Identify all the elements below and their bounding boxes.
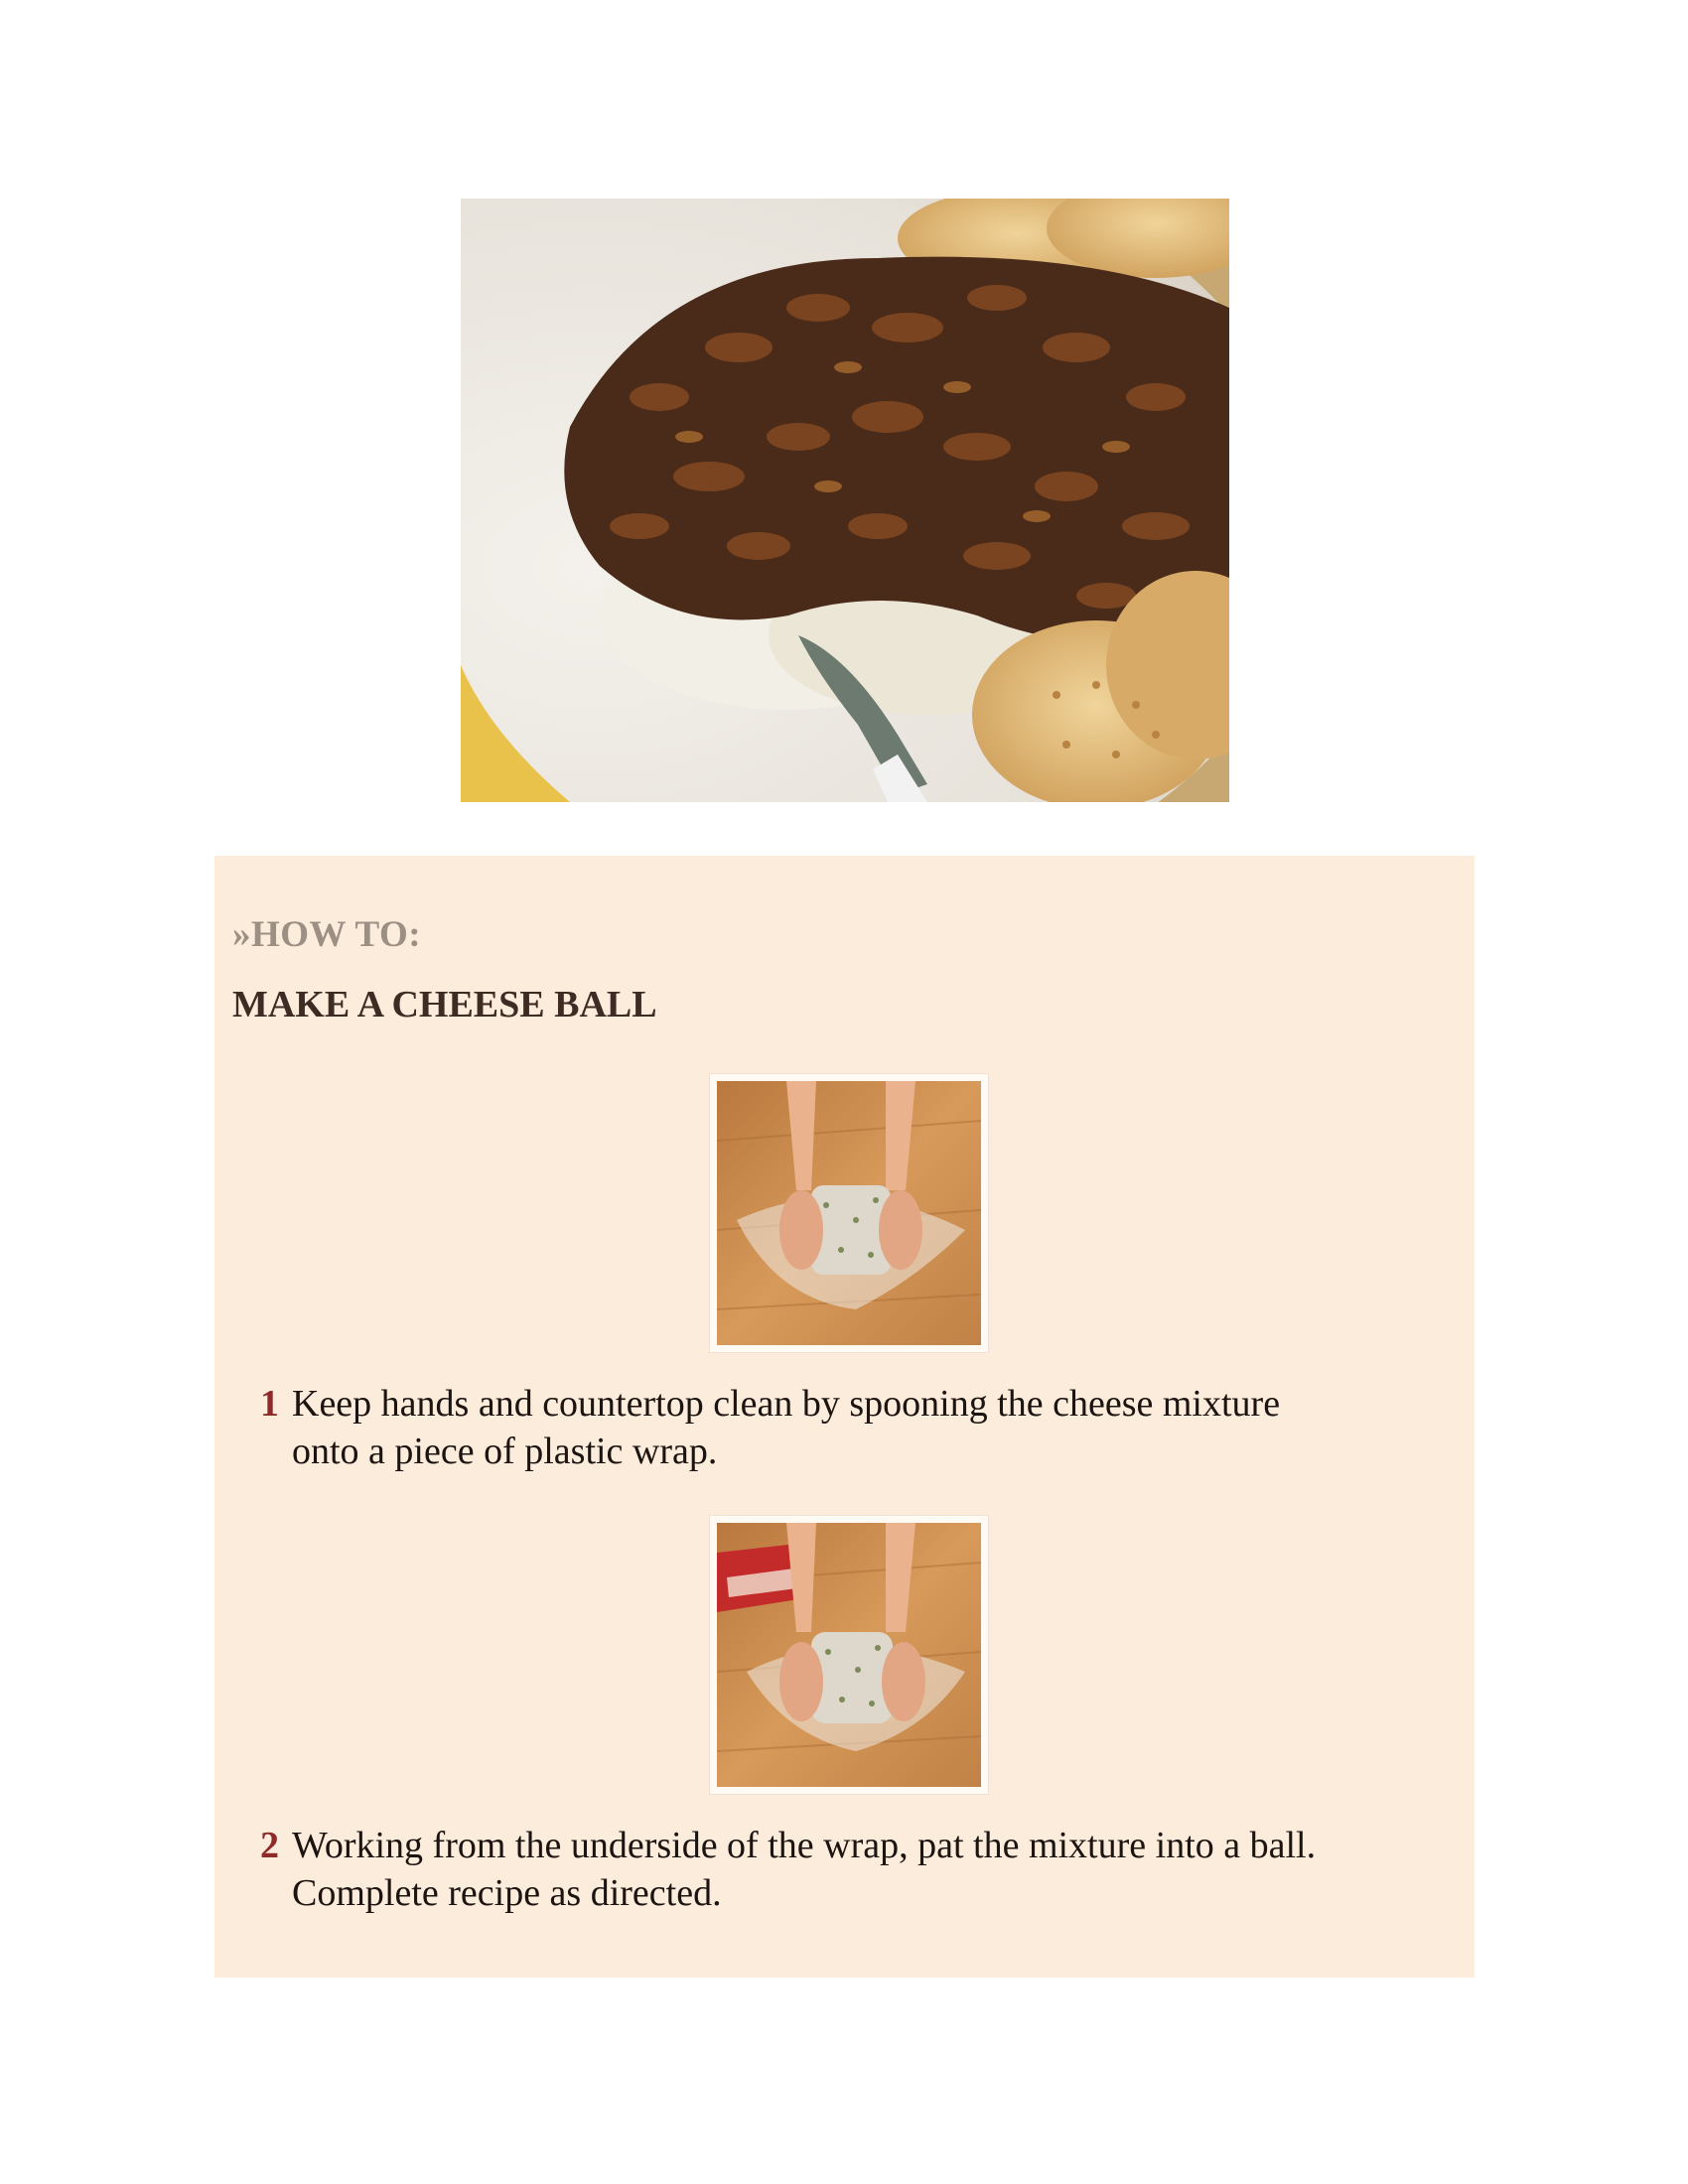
step-1-photo [710, 1074, 988, 1352]
step-2 [260, 1822, 1452, 1917]
step-text-line: Working from the underside of the wrap, pat the mixture into a ball. [292, 1825, 1317, 1866]
hero-photo [461, 199, 1229, 802]
step-text-line: onto a piece of plastic wrap. [292, 1431, 718, 1472]
section-kicker: »HOW TO: [232, 914, 422, 955]
step-text-line: Keep hands and countertop clean by spooning the cheese mixture [292, 1383, 1281, 1425]
step-2-illustration [717, 1523, 981, 1787]
cheese-ball-illustration [461, 199, 1229, 802]
how-to-panel [214, 856, 1475, 1978]
step-text-line: Complete recipe as directed. [292, 1872, 722, 1914]
step-1 [260, 1380, 1452, 1475]
step-number: 1 [260, 1383, 279, 1425]
step-number: 2 [260, 1825, 279, 1866]
section-title: MAKE A CHEESE BALL [232, 984, 657, 1025]
step-1-illustration [717, 1081, 981, 1345]
step-2-photo [710, 1516, 988, 1794]
